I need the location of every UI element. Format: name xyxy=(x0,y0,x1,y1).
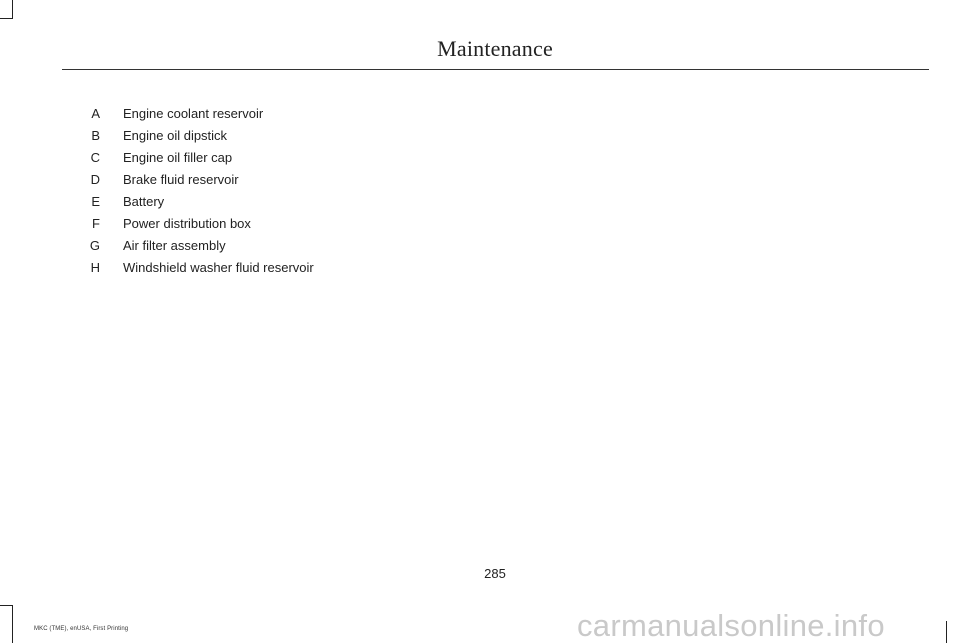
legend-text: Brake fluid reservoir xyxy=(123,171,239,187)
legend-key: H xyxy=(90,259,100,275)
legend-item xyxy=(80,168,480,190)
legend-text: Windshield washer fluid reservoir xyxy=(123,259,314,275)
legend-item xyxy=(80,212,480,234)
crop-mark xyxy=(12,0,13,18)
section-title: Maintenance xyxy=(437,36,553,61)
watermark: carmanualsonline.info xyxy=(577,608,885,643)
legend-key: B xyxy=(91,127,100,143)
legend-key: F xyxy=(92,215,100,231)
header-divider xyxy=(62,69,929,70)
legend-text: Engine coolant reservoir xyxy=(123,105,264,121)
legend-item xyxy=(80,146,480,168)
legend-item xyxy=(80,256,480,278)
component-legend xyxy=(80,102,480,278)
crop-mark xyxy=(946,621,947,643)
legend-text: Power distribution box xyxy=(123,215,251,231)
edition-footer: MKC (TME), enUSA, First Printing xyxy=(34,626,129,632)
legend-key: C xyxy=(90,149,100,165)
legend-text: Engine oil filler cap xyxy=(123,149,233,165)
legend-item xyxy=(80,124,480,146)
page-number: 285 xyxy=(484,566,506,581)
crop-mark xyxy=(0,18,13,19)
legend-item xyxy=(80,102,480,124)
legend-text: Air filter assembly xyxy=(123,237,226,253)
crop-mark xyxy=(0,605,13,606)
legend-item xyxy=(80,190,480,212)
legend-text: Engine oil dipstick xyxy=(123,127,228,143)
crop-mark xyxy=(12,605,13,643)
legend-item xyxy=(80,234,480,256)
legend-key: E xyxy=(91,193,100,209)
legend-key: D xyxy=(90,171,100,187)
legend-key: A xyxy=(91,105,100,121)
legend-key: G xyxy=(89,237,100,253)
legend-text: Battery xyxy=(123,193,165,209)
